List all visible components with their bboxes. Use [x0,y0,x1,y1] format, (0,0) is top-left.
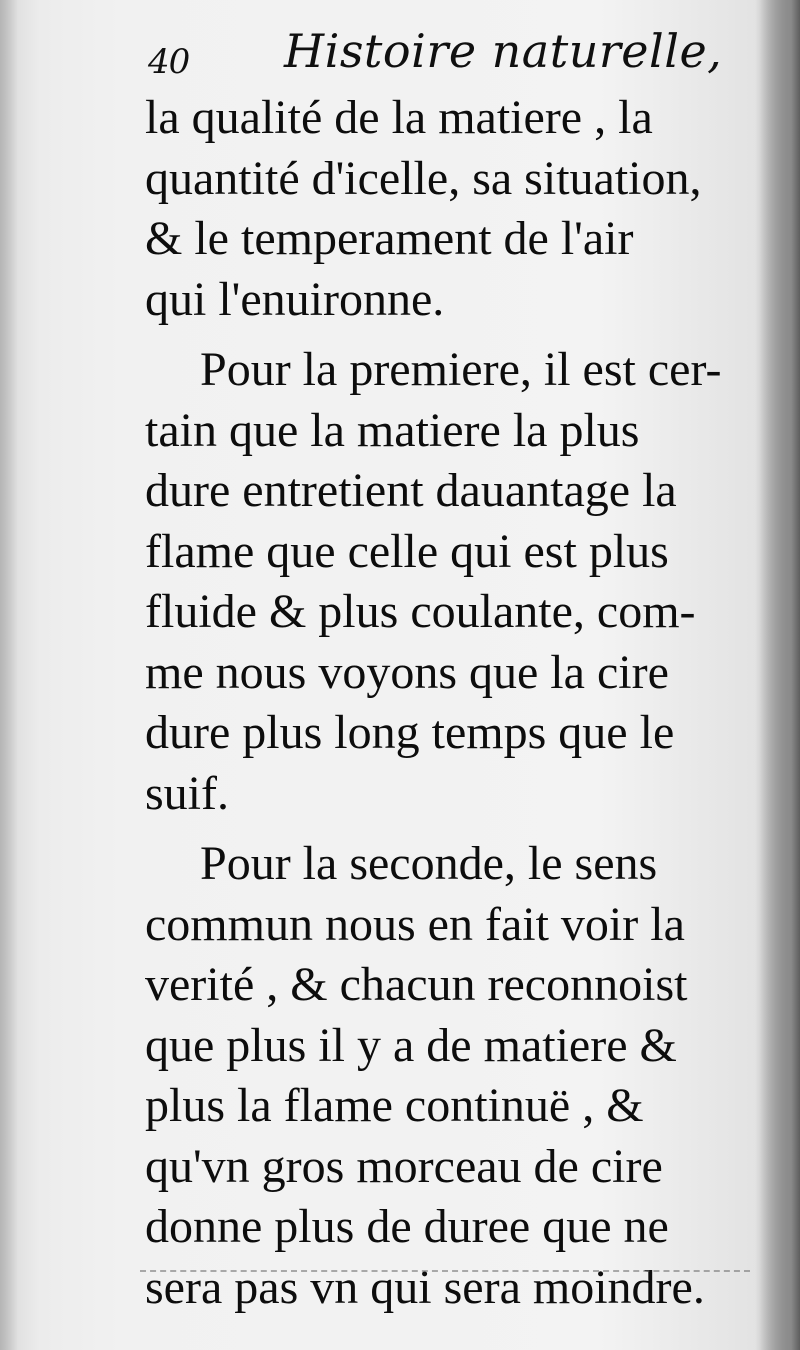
bottom-rule [140,1270,750,1272]
paragraph-gap [145,330,750,340]
page-number: 40 [148,42,190,82]
text-line: dure entretient dauantage la [145,464,677,517]
body-text [145,88,750,1318]
text-line: flame que celle qui est plus [145,524,669,578]
text-line: la qualité de la matiere , la [145,91,653,144]
text-line: qui l'enuironne. [145,272,445,326]
text-line: dure plus long temps que le [145,706,675,759]
text-line: donne plus de duree que ne [145,1200,669,1253]
text-line: me nous voyons que la cire [145,645,669,699]
text-line: commun nous en fait voir la [145,897,685,951]
text-line: suif. [145,766,229,820]
text-line: Pour la premiere, il est cer- [200,343,722,396]
text-line: tain que la matiere la plus [145,403,640,457]
running-head: Histoire naturelle, [284,24,723,78]
text-line: fluide & plus coulante, com- [145,585,696,638]
page-edge-shadow [755,0,800,1350]
page-header [146,22,723,86]
text-line: que plus il y a de matiere & [145,1018,677,1072]
text-line: Pour la seconde, le sens [200,837,658,890]
text-line: plus la flame continuë , & [145,1079,644,1132]
text-line: sera pas vn qui sera moindre. [145,1260,705,1314]
text-line: qu'vn gros morceau de cire [145,1139,663,1193]
page-gutter-shadow [0,0,18,1350]
text-line: verité , & chacun reconnoist [145,958,688,1011]
text-line: quantité d'icelle, sa situation, [145,151,702,205]
text-line: & le temperament de l'air [145,212,634,265]
paragraph-gap [145,824,750,834]
